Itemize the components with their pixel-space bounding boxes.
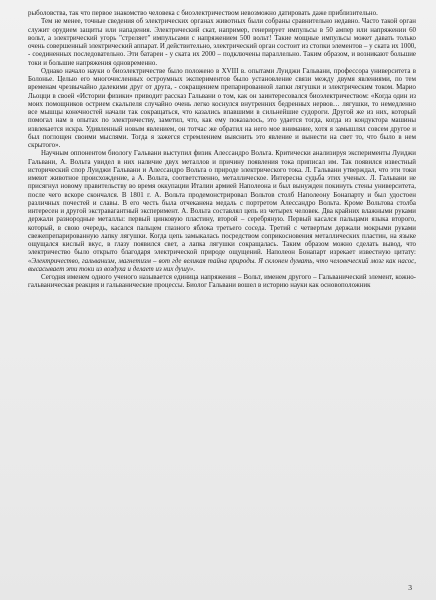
- page-number: 3: [408, 583, 412, 592]
- napoleon-quote: «Электричество, гальванизм, магнетизм – вот где великая тайна природы. Я склонен думать, что человеческий мозг как насос, высасывает эти токи из воздуха и делает из них душу».: [28, 257, 416, 273]
- paragraph-continuation: рыболовства, так что первое знакомство человека с биоэлектричеством невозможно датировать даже приблизительно.: [28, 10, 378, 17]
- paragraph-volta-opponent: [28, 150, 416, 274]
- paragraph-electric-organs: Тем не менее, точные сведения об электрических органах животных были собраны сравнительно недавно. Часто такой орган служит орудием защиты или нападения. Электрический скат, например, генерирует импульсы в 50 ампер или напряжении 60 вольт, а электрический угорь "стреляет" импульсами с напряжением 500 вольт! Такие мощные импульсы может давать только очень совершенный электрический аппарат. И действительно, электрический орган состоит из стопки элементов – у ската их 1000, - соединенных последовательно. Эти батареи - у ската их 2000 – подключены параллельно. Таким образом, и возникают большие токи и большие напряжения одновременно.: [28, 18, 416, 67]
- paragraph-volta-text: Научным оппонентом биологу Гальвани выступил физик Алессандро Вольта. Критически анализируя эксперименты Луиджи Гальвани, А. Вольта увидел в них наличие двух металлов и причину появления тока приписал им. Так появился известный исторический спор Луиджи Гальвани и Алессандро Вольта о природе электрического тока. Л. Гальвани утверждал, что эти токи имеют животное происхождение, а А. Вольта, соответственно, металлическое. Интересна судьба этих ученых. Л. Гальвани не присягнул новому правительству во время оккупации Италии армией Наполеона и был вынужден покинуть стены университета, после чего вскоре скончался. В 1801 г. А. Вольта продемонстрировал Вольтов столб Наполеону Бонапарту и был удостоен различных почестей и славы. В его честь была отчеканена медаль с портретом Алессандро Вольта. Кроме Вольтова столба интересен и другой экстравагантный эксперимент. А. Вольта составлял цепь из четырех человек. Два крайних влажными руками держали разнородные металлы: первый цинковую пластину, второй – серебряную. Первый касался пальцами языка второго, который, в свою очередь, касался пальцем глазного яблока третьего соседа. Третий с четвертым держали мокрыми руками свежепрепарированную лапку лягушки. Когда цепь замыкалась посредством соприкосновения металлических пластин, на языке ощущался кислый вкус, в глазу появился свет, а лапка лягушки сокращалась. Таким образом можно сделать вывод, что электричество было открыто благодаря электрической природе ощущений. Наполеон Бонапарт изрекает известную цитату:: [28, 150, 416, 257]
- paragraph-galvani-origins: Однако начало науки о биоэлектричестве было положено в XVIII в. опытами Луиджи Гальвани, профессора университета в Болонье. Целью его многочисленных остроумных экспериментов было установление связи между двумя явлениями, по тем временам чрезвычайно далекими друг от друга, - сокращением препарированной лапки лягушки и электрическим током. Марио Льоцци в своей «Истории физики» приводит рассказ Гальвани о том, как он заинтересовался биоэлектричеством: «Когда один из моих помощников острием скальпеля случайно очень легко коснулся внутренних бедренных нервов… лягушки, то немедленно все мышцы конечностей начали так сокращаться, что казались впавшими в сильнейшие судороги. Другой же из них, который помогал нам в опытах по электричеству, заметил, что, как ему показалось, это удается тогда, когда из кондуктора машины извлекается искра. Удивленный новым явлением, он тотчас же обратил на него мое внимание, хотя я замышлял совсем другое и был поглощен своими мыслями. Тогда я зажегся стремлением выяснить это явление и вынести на свет то, что было в нем скрытого».: [28, 67, 416, 149]
- paragraph-units-legacy: Сегодня именем одного ученого называется единица напряжения – Вольт, именем другого – Гальванический элемент, кожно-гальваническая реакция и гальванические процессы. Биолог Гальвани вошел в историю науки как основоположник: [28, 274, 416, 290]
